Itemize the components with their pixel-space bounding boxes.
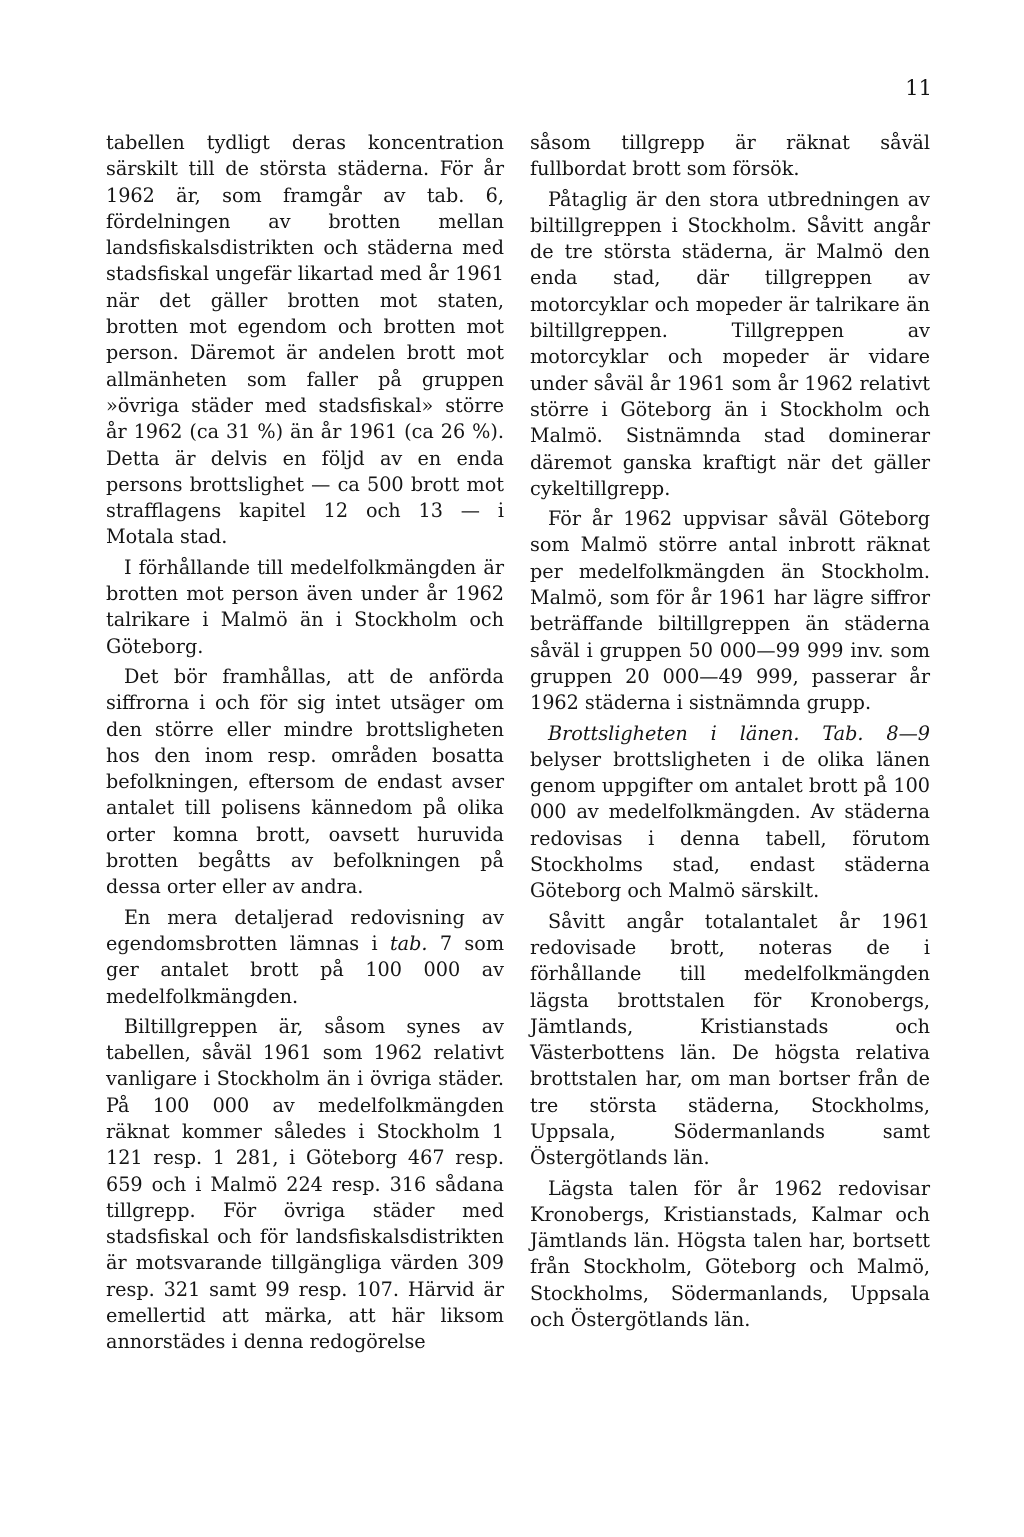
page-number: 11 [905, 76, 932, 100]
paragraph-right-4-text: belyser brottsligheten i de olika länen genom uppgifter om antalet brott på 100 000 av medelfolkmängden. Av städerna redovisas i denna tabell, förutom Stockholms stad, endast städerna Göteborg och Malmö särskilt. [530, 747, 930, 903]
table-reference: tab. [389, 931, 428, 955]
paragraph-right-4 [530, 721, 930, 905]
right-column [530, 130, 930, 1333]
left-column [106, 130, 504, 1356]
paragraph-left-4-text-b: 7 som ger antalet brott på 100 000 av medelfolkmängden. [106, 931, 505, 1008]
paragraph-right-1: såsom tillgrepp är räknat såväl fullbordat brott som försök. [530, 131, 930, 181]
paragraph-left-1: tabellen tydligt deras koncentration särskilt till de största städerna. För år 1962 är, som framgår av tab. 6, fördelningen av brotten mellan landsfiskalsdistrikten och städerna med stadsfiskal ungefär likartad med år 1961 när det gäller brotten mot staten, brotten mot egendom och brotten mot person. Däremot är andelen brott mot allmänheten som faller på gruppen »övriga städer med stadsfiskal» större år 1962 (ca 31 %) än år 1961 (ca 26 %). Detta är delvis en följd av en enda persons brottslighet — ca 500 brott mot strafflagens kapitel 12 och 13 — i Motala stad. [106, 131, 504, 549]
paragraph-left-4 [106, 905, 504, 1010]
paragraph-right-3: För år 1962 uppvisar såväl Göteborg som Malmö större antal inbrott räknat per medelfolkmängden än Stockholm. Malmö, som för år 1961 har lägre siffror beträffande biltillgreppen än städerna såväl i gruppen 50 000—99 999 inv. som gruppen 20 000—49 999, passerar år 1962 städerna i sistnämnda grupp. [530, 507, 930, 715]
paragraph-right-2: Påtaglig är den stora utbredningen av biltillgreppen i Stockholm. Såvitt angår de tre största städerna, är Malmö den enda stad, där tillgreppen av motorcyklar och mopeder är talrikare än biltillgreppen. Tillgreppen av motorcyklar och mopeder är vidare under såväl år 1961 som år 1962 relativt större i Göteborg än i Stockholm och Malmö. Sistnämnda stad dominerar däremot ganska kraftigt när det gäller cykeltillgrepp. [530, 187, 930, 500]
section-heading: Brottsligheten i länen. Tab. 8—9 [548, 721, 930, 745]
paragraph-left-4-text-a: En mera detaljerad redovisning av egendomsbrotten lämnas i [106, 905, 504, 955]
paragraph-right-6: Lägsta talen för år 1962 redovisar Kronobergs, Kristianstads, Kalmar och Jämtlands län. Högsta talen har, bortsett från Stockholm, Göteborg och Malmö, Stockholms, Södermanlands, Uppsala och Östergötlands län. [530, 1176, 930, 1332]
paragraph-left-2: I förhållande till medelfolkmängden är brotten mot person även under år 1962 talrikare i Malmö än i Stockholm och Göteborg. [106, 555, 504, 658]
paragraph-left-5: Biltillgreppen är, såsom synes av tabellen, såväl 1961 som 1962 relativt vanligare i Stockholm än i övriga städer. På 100 000 av medelfolkmängden räknat kommer således i Stockholm 1 121 resp. 1 281, i Göteborg 467 resp. 659 och i Malmö 224 resp. 316 sådana tillgrepp. För övriga städer med stadsfiskal och för landsfiskalsdistrikten är motsvarande tillgängliga värden 309 resp. 321 samt 99 resp. 107. Härvid är emellertid att märka, att här liksom annorstädes i denna redogörelse [106, 1014, 504, 1354]
paragraph-right-5: Såvitt angår totalantalet år 1961 redovisade brott, noteras de i förhållande till medelfolkmängden lägsta brottstalen för Kronobergs, Jämtlands, Kristianstads och Västerbottens län. De högsta relativa brottstalen har, om man bortser från de tre största städerna, Stockholms, Uppsala, Södermanlands samt Östergötlands län. [530, 909, 930, 1170]
paragraph-left-3: Det bör framhållas, att de anförda siffrorna i och för sig intet utsäger om den större eller mindre brottsligheten hos den inom resp. områden bosatta befolkningen, eftersom de endast avser antalet till polisens kännedom på olika orter komna brott, oavsett huruvida brotten begåtts av befolkningen på dessa orter eller av andra. [106, 664, 504, 899]
